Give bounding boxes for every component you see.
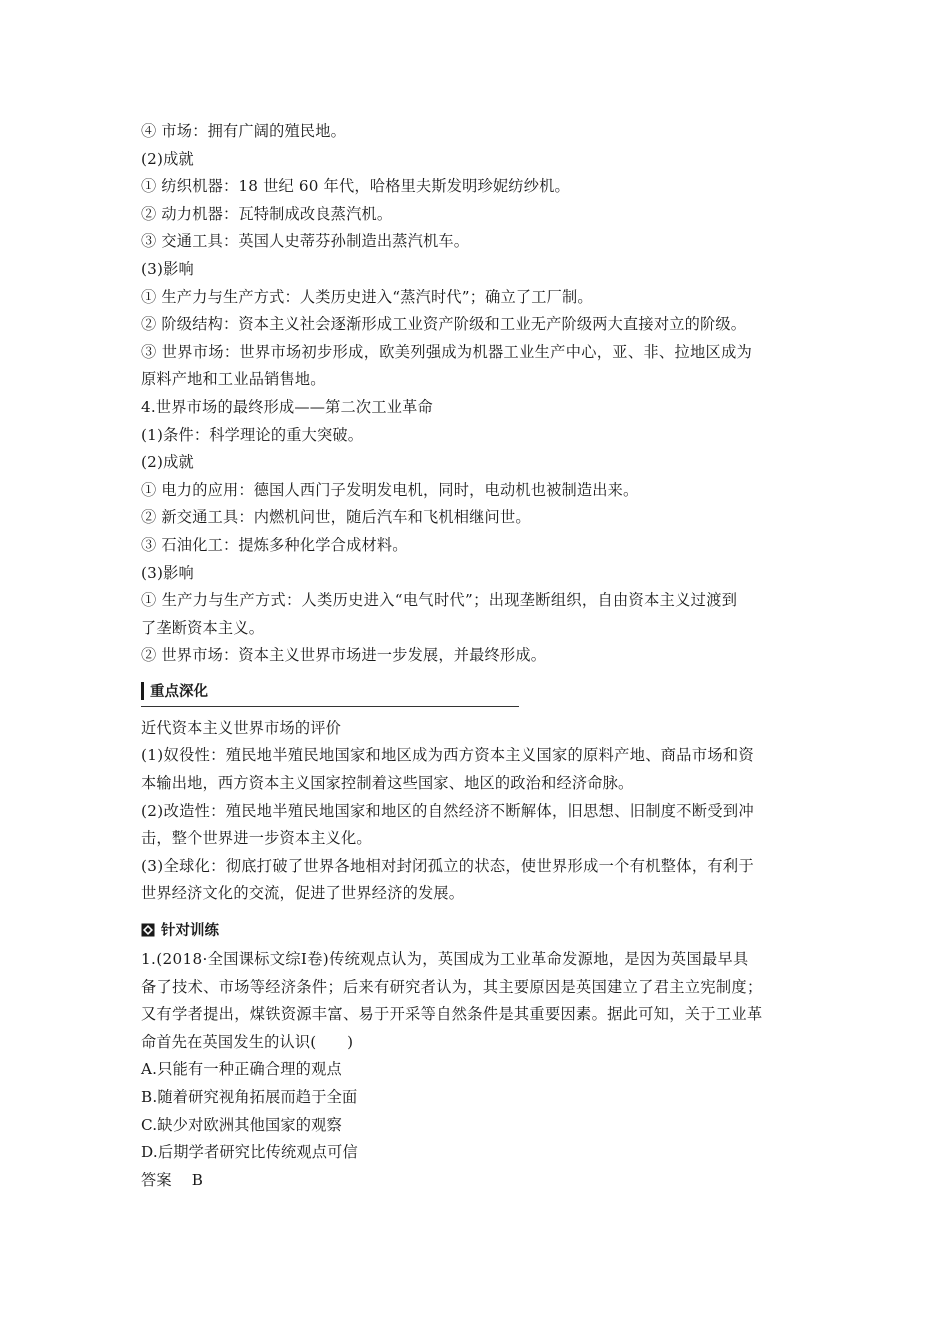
text-line: 4.世界市场的最终形成——第二次工业革命 [141, 397, 433, 416]
section-bar-icon [141, 682, 144, 700]
answer-line [141, 1167, 821, 1195]
text-line: ① 生产力与生产方式：人类历史进入“电气时代”；出现垄断组织，自由资本主义过渡到 [141, 591, 738, 610]
option-a: A.只能有一种正确合理的观点 [141, 1060, 342, 1079]
training-title: 针对训练 [161, 923, 219, 940]
text-line: ① 纺织机器：18 世纪 60 年代，哈格里夫斯发明珍妮纺纱机。 [141, 177, 570, 196]
question-line: 又有学者提出，煤铁资源丰富、易于开采等自然条件是其重要因素。据此可知，关于工业革 [141, 1005, 763, 1024]
text-line: ② 阶级结构：资本主义社会逐渐形成工业资产阶级和工业无产阶级两大直接对立的阶级。 [141, 315, 747, 334]
key-section-header [141, 680, 519, 707]
text-line: (2)成就 [141, 149, 194, 168]
text-line: ② 动力机器：瓦特制成改良蒸汽机。 [141, 204, 393, 223]
question-line: 1.(2018·全国课标文综Ⅰ卷)传统观点认为，英国成为工业革命发源地，是因为英国最早具 [141, 950, 749, 969]
text-line: 世界经济文化的交流，促进了世界经济的发展。 [141, 884, 465, 903]
text-line: ③ 交通工具：英国人史蒂芬孙制造出蒸汽机车。 [141, 232, 470, 251]
text-line: 原料产地和工业品销售地。 [141, 370, 326, 389]
training-header [141, 918, 821, 946]
question-block [141, 946, 821, 1194]
text-line: ③ 世界市场：世界市场初步形成，欧美列强成为机器工业生产中心，亚、非、拉地区成为 [141, 342, 753, 361]
text-line: ② 世界市场：资本主义世界市场进一步发展，并最终形成。 [141, 646, 547, 665]
text-line: (1)条件：科学理论的重大突破。 [141, 425, 364, 444]
question-line: 备了技术、市场等经济条件；后来有研究者认为，其主要原因是英国建立了君主立宪制度； [141, 977, 763, 996]
key-section-title: 重点深化 [150, 683, 208, 700]
text-line: ③ 石油化工：提炼多种化学合成材料。 [141, 535, 408, 554]
text-line: (2)改造性：殖民地半殖民地国家和地区的自然经济不断解体，旧思想、旧制度不断受到冲 [141, 801, 754, 820]
document-page [141, 118, 821, 1194]
answer-label: 答案 [141, 1170, 172, 1189]
question-line: 命首先在英国发生的认识( ) [141, 1032, 354, 1051]
text-line: 击，整个世界进一步资本主义化。 [141, 829, 372, 848]
text-line: ① 电力的应用：德国人西门子发明发电机，同时，电动机也被制造出来。 [141, 480, 639, 499]
text-line: (3)全球化：彻底打破了世界各地相对封闭孤立的状态，使世界形成一个有机整体，有利于 [141, 856, 754, 875]
option-c: C.缺少对欧洲其他国家的观察 [141, 1115, 342, 1134]
text-line: 近代资本主义世界市场的评价 [141, 718, 342, 737]
text-line: (3)影响 [141, 563, 194, 582]
option-d: D.后期学者研究比传统观点可信 [141, 1143, 358, 1162]
text-line: ① 生产力与生产方式：人类历史进入“蒸汽时代”；确立了工厂制。 [141, 287, 593, 306]
text-line: 本输出地，西方资本主义国家控制着这些国家、地区的政治和经济命脉。 [141, 774, 634, 793]
text-line: (2)成就 [141, 453, 194, 472]
answer-value: B [191, 1170, 204, 1189]
text-line: ④ 市场：拥有广阔的殖民地。 [141, 122, 347, 140]
text-line: (1)奴役性：殖民地半殖民地国家和地区成为西方资本主义国家的原料产地、商品市场和资 [141, 746, 754, 765]
text-line: 了垄断资本主义。 [141, 618, 265, 637]
key-section-body [141, 715, 821, 908]
diamond-square-icon [141, 923, 155, 937]
text-line: (3)影响 [141, 259, 194, 278]
part1-block [141, 118, 821, 670]
option-b: B.随着研究视角拓展而趋于全面 [141, 1088, 358, 1106]
text-line: ② 新交通工具：内燃机问世，随后汽车和飞机相继问世。 [141, 508, 531, 527]
